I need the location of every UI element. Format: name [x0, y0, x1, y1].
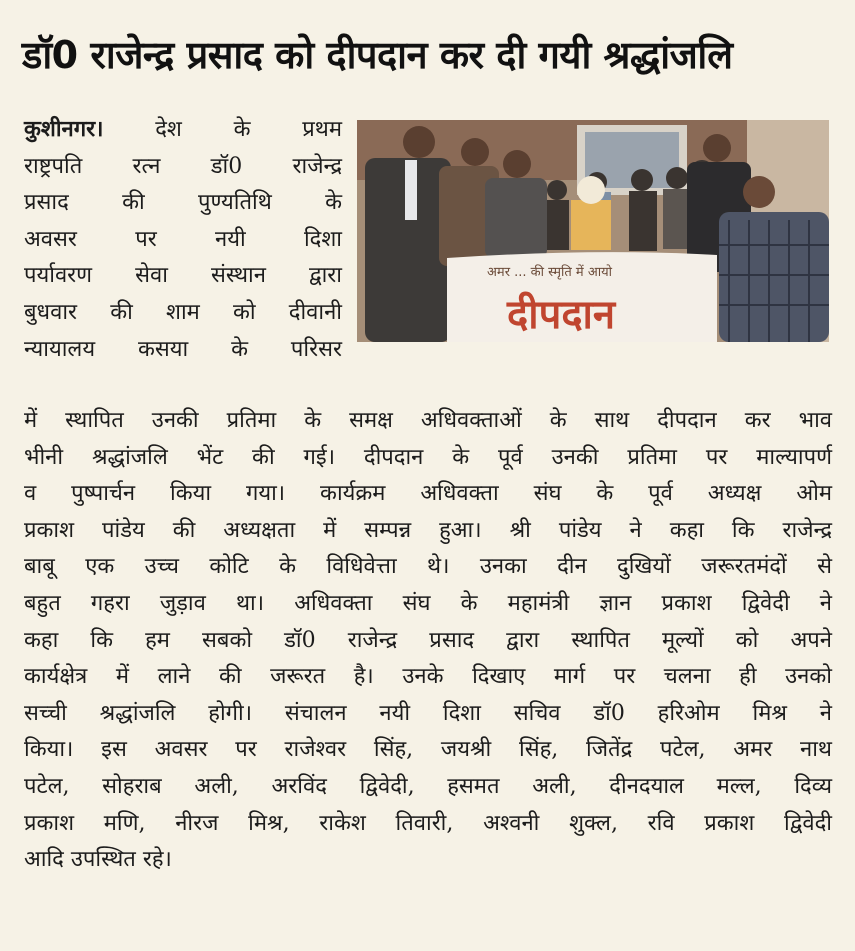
text-line: प्रसाद की पुण्यतिथि के [24, 190, 342, 216]
dateline: कुशीनगर। [24, 117, 104, 142]
article-body [24, 403, 832, 879]
banner-main-text: दीपदान [507, 292, 616, 338]
text-line: अवसर पर नयी दिशा [24, 226, 342, 252]
headline: डॉ0 राजेन्द्र प्रसाद को दीपदान कर दी गयी श्रद्धांजलि [22, 33, 733, 77]
text-line: राष्ट्रपति रत्न डॉ0 राजेन्द्र [24, 153, 342, 179]
text-line: पर्यावरण सेवा संस्थान द्वारा [24, 263, 342, 289]
text-line: प्रकाश मणि, नीरज मिश्र, राकेश तिवारी, अश्वनी शुक्ल, रवि प्रकाश द्विवेदी [24, 810, 832, 836]
intro-column [24, 112, 342, 368]
event-photo-illustration [357, 120, 829, 342]
text-line: कहा कि हम सबको डॉ0 राजेन्द्र प्रसाद द्वारा स्थापित मूल्यों को अपने [24, 627, 832, 653]
text-line: कार्यक्षेत्र में लाने की जरूरत है। उनके दिखाए मार्ग पर चलना ही उनको [24, 664, 832, 690]
text-line: भीनी श्रद्धांजलि भेंट की गई। दीपदान के पूर्व उनकी प्रतिमा पर माल्यापर्ण [24, 444, 832, 470]
banner-top-text: अमर ... की स्मृति में आयो [487, 265, 613, 280]
text-line: में स्थापित उनकी प्रतिमा के समक्ष अधिवक्ताओं के साथ दीपदान कर भाव [24, 408, 832, 433]
event-photo [357, 120, 829, 342]
text-line: आदि उपस्थित रहे। [24, 847, 172, 873]
text-line: बुधवार की शाम को दीवानी [24, 299, 342, 325]
text-line: प्रकाश पांडेय की अध्यक्षता में सम्पन्न हुआ। श्री पांडेय ने कहा कि राजेन्द्र [24, 517, 832, 543]
text-line: व पुष्पार्चन किया गया। कार्यक्रम अधिवक्ता संघ के पूर्व अध्यक्ष ओम [24, 481, 832, 507]
text-line: कुशीनगर। देश के प्रथम [24, 117, 342, 142]
text-line: बहुत गहरा जुड़ाव था। अधिवक्ता संघ के महामंत्री ज्ञान प्रकाश द्विवेदी ने [24, 590, 832, 616]
text-line: न्यायालय कसया के परिसर [24, 336, 342, 362]
text-line: किया। इस अवसर पर राजेश्वर सिंह, जयश्री सिंह, जितेंद्र पटेल, अमर नाथ [24, 737, 832, 763]
text-line: सच्ची श्रद्धांजलि होगी। संचालन नयी दिशा सचिव डॉ0 हरिओम मिश्र ने [24, 700, 832, 726]
text-line: पटेल, सोहराब अली, अरविंद द्विवेदी, हसमत अली, दीनदयाल मल्ल, दिव्य [24, 773, 832, 799]
text-line: बाबू एक उच्च कोटि के विधिवेत्ता थे। उनका दीन दुखियों जरूरतमंदों से [24, 554, 832, 580]
